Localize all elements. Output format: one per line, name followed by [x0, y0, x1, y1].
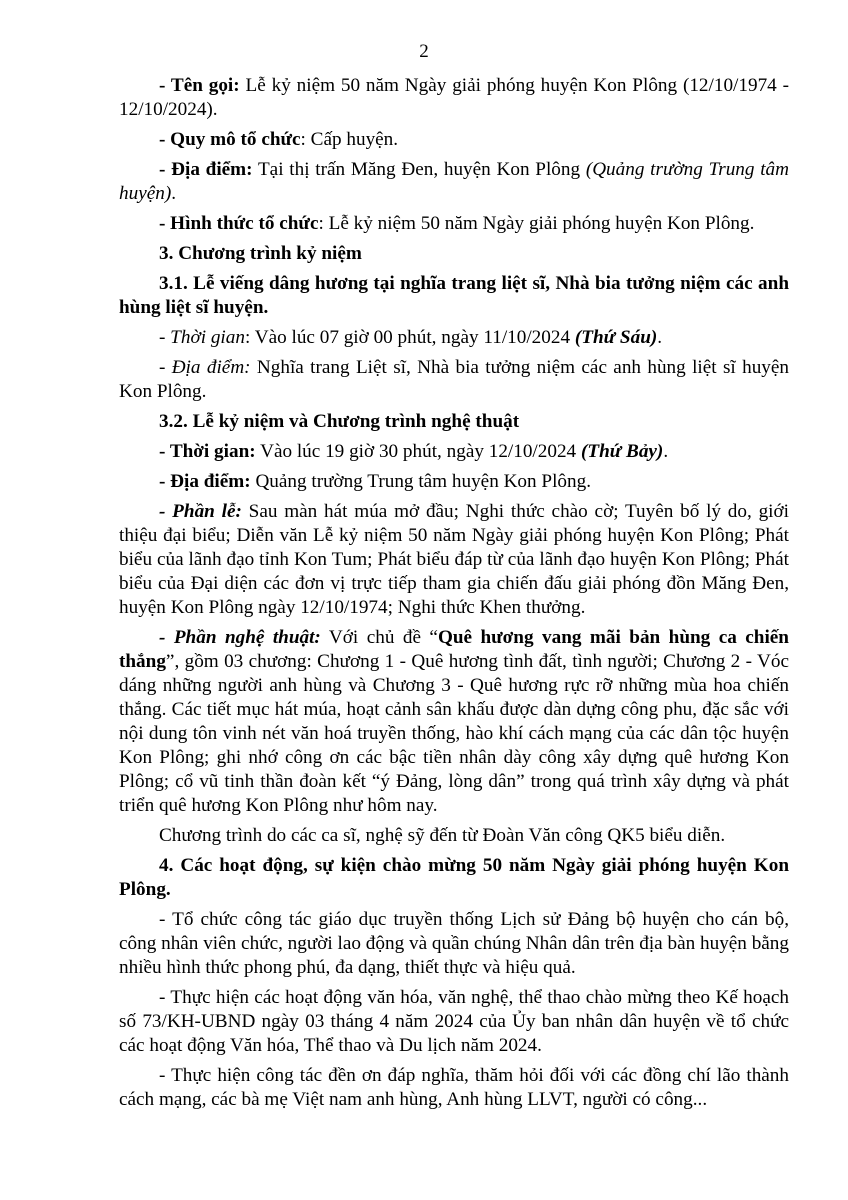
label-32-thoi-gian: - Thời gian: — [159, 441, 256, 462]
text-quy-mo: : Cấp huyện. — [300, 129, 399, 150]
text-31-thoi-gian: : Vào lúc 07 giờ 00 phút, ngày 11/10/2024 — [244, 327, 575, 348]
paragraph-quy-mo — [119, 128, 789, 152]
paragraph-hoat-dong-1: - Tổ chức công tác giáo dục truyền thống Lịch sử Đảng bộ huyện cho cán bộ, công nhân viên chức, người lao động và quần chúng Nhân dân trên địa bàn huyện bằng nhiều hình thức phong phú, đa dạng, thiết thực và hiệu quả. — [119, 909, 789, 978]
label-quy-mo: - Quy mô tổ chức — [159, 129, 301, 150]
paragraph-31-dia-diem — [119, 356, 789, 404]
day-32-thoi-gian: (Thứ Bảy) — [580, 441, 664, 462]
paragraph-hoat-dong-3: - Thực hiện công tác đền ơn đáp nghĩa, thăm hỏi đối với các đồng chí lão thành cách mạng, các bà mẹ Việt nam anh hùng, Anh hùng LLVT, người có công... — [119, 1065, 789, 1110]
theme-phan-nghe-thuat: Quê hương vang mãi bản hùng ca chiến thắng — [119, 627, 789, 672]
label-hinh-thuc: - Hình thức tổ chức — [159, 213, 319, 234]
paragraph-hoat-dong-2: - Thực hiện các hoạt động văn hóa, văn nghệ, thể thao chào mừng theo Kế hoạch số 73/KH-UBND ngày 03 tháng 4 năm 2024 của Ủy ban nhân dân huyện về tổ chức các hoạt động Văn hóa, Thể thao và Du lịch năm 2024. — [119, 987, 789, 1056]
heading-3-2: 3.2. Lễ kỷ niệm và Chương trình nghệ thuật — [159, 411, 520, 432]
text-phan-le: Sau màn hát múa mở đầu; Nghi thức chào cờ; Tuyên bố lý do, giới thiệu đại biểu; Diễn văn Lễ kỷ niệm 50 năm Ngày giải phóng huyện Kon Plông; Phát biểu của lãnh đạo tỉnh Kon Tum; Phát biểu đáp từ của lãnh đạo huyện Kon Plông; Phát biểu của Đại diện các đơn vị trực tiếp tham gia chiến đấu giải phóng đồn Măng Đen, huyện Kon Plông ngày 12/10/1974; Nghi thức Khen thưởng. — [119, 501, 789, 618]
paragraph-phan-le — [119, 500, 789, 620]
text-32-thoi-gian: Vào lúc 19 giờ 30 phút, ngày 12/10/2024 — [255, 441, 581, 462]
paragraph-dia-diem — [119, 158, 789, 206]
label-phan-le: - Phần lễ: — [159, 501, 242, 522]
label-31-thoi-gian: - Thời gian — [159, 327, 245, 348]
text-32-dia-diem: Quảng trường Trung tâm huyện Kon Plông. — [250, 471, 591, 492]
label-dia-diem: - Địa điểm: — [159, 159, 253, 180]
text-31-dia-diem: Nghĩa trang Liệt sĩ, Nhà bia tưởng niệm các anh hùng liệt sĩ huyện Kon Plông. — [119, 357, 790, 402]
paragraph-ten-goi — [119, 74, 789, 122]
end-32-thoi-gian: . — [663, 441, 669, 462]
paragraph-phan-nghe-thuat — [119, 626, 789, 818]
text-hinh-thuc: : Lễ kỷ niệm 50 năm Ngày giải phóng huyện Kon Plông. — [318, 213, 755, 234]
paragraph-chuong-trinh: Chương trình do các ca sĩ, nghệ sỹ đến từ Đoàn Văn công QK5 biểu diễn. — [159, 825, 726, 846]
end-31-thoi-gian: . — [657, 327, 663, 348]
heading-3: 3. Chương trình kỷ niệm — [159, 243, 362, 264]
document-body — [119, 74, 789, 1118]
heading-3-1: 3.1. Lễ viếng dâng hương tại nghĩa trang liệt sĩ, Nhà bia tưởng niệm các anh hùng liệt sĩ huyện. — [119, 273, 789, 318]
italic-dia-diem: (Quảng trường Trung tâm huyện) — [119, 159, 789, 204]
label-32-dia-diem: - Địa điểm: — [159, 471, 251, 492]
paragraph-31-thoi-gian — [119, 326, 789, 350]
paragraph-hinh-thuc — [119, 212, 789, 236]
paragraph-32-thoi-gian — [119, 440, 789, 464]
label-ten-goi: - Tên gọi: — [159, 75, 240, 96]
text-dia-diem: Tại thị trấn Măng Đen, huyện Kon Plông — [252, 159, 586, 180]
text-ten-goi: Lễ kỷ niệm 50 năm Ngày giải phóng huyện Kon Plông (12/10/1974 - 12/10/2024). — [119, 75, 789, 120]
paragraph-32-dia-diem — [119, 470, 789, 494]
page-number: 2 — [419, 41, 429, 62]
label-31-dia-diem: - Địa điểm: — [159, 357, 251, 378]
label-phan-nghe-thuat: - Phần nghệ thuật: — [159, 627, 321, 648]
heading-4: 4. Các hoạt động, sự kiện chào mừng 50 năm Ngày giải phóng huyện Kon Plông. — [119, 855, 789, 900]
pre-phan-nghe-thuat: Với chủ đề “ — [320, 627, 438, 648]
text-phan-nghe-thuat: ”, gồm 03 chương: Chương 1 - Quê hương tình đất, tình người; Chương 2 - Vóc dáng những người anh hùng và Chương 3 - Quê hương rực rỡ những mùa hoa chiến thắng. Các tiết mục hát múa, hoạt cảnh sân khấu được dàn dựng công phu, đặc sắc với nội dung tôn vinh nét văn hoá truyền thống, hào khí cách mạng của các dân tộc huyện Kon Plông; ghi nhớ công ơn các bậc tiền nhân dày công xây dựng quê hương Kon Plông; cổ vũ tinh thần đoàn kết “ý Đảng, lòng dân” trong quá trình xây dựng và phát triển quê hương Kon Plông như hôm nay. — [119, 651, 789, 816]
end-dia-diem: . — [171, 183, 177, 204]
day-31-thoi-gian: (Thứ Sáu) — [574, 327, 658, 348]
